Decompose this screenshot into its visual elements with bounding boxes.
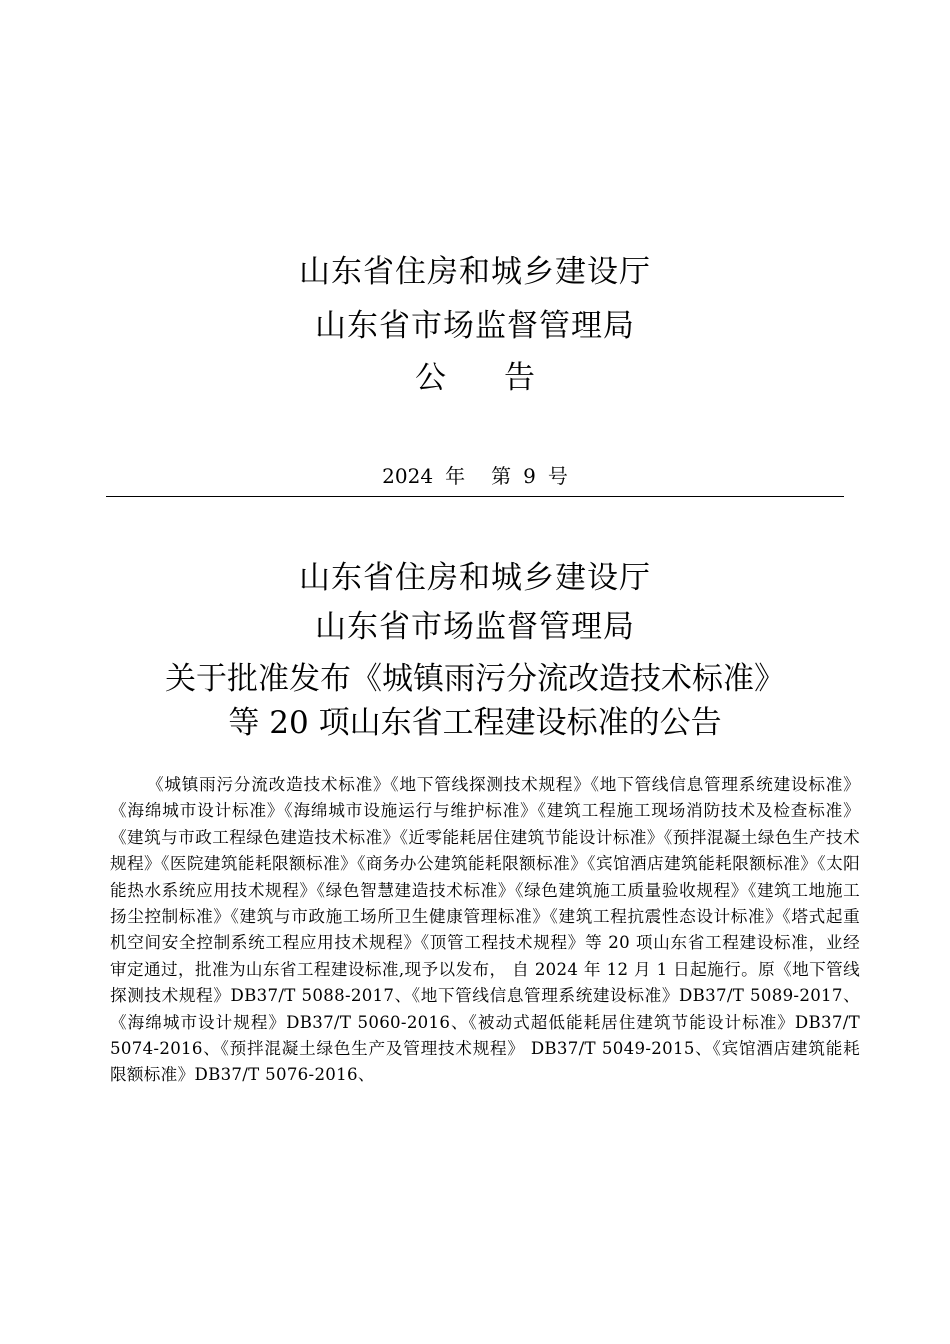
- title-line-3: 关于批准发布《城镇雨污分流改造技术标准》: [165, 661, 785, 697]
- title-line-4: 等 20 项山东省工程建设标准的公告: [228, 705, 722, 741]
- announcement-char-2: 告: [504, 360, 535, 396]
- doc-year: 2024: [382, 464, 434, 488]
- doc-number: 9: [523, 464, 536, 488]
- announcement-char-1: 公: [415, 360, 446, 396]
- body-paragraph: 《城镇雨污分流改造技术标准》《地下管线探测技术规程》《地下管线信息管理系统建设标准》《海绵城市设计标准》《海绵城市设施运行与维护标准》《建筑工程施工现场消防技术及检查标准》《建筑与市政工程绿色建造技术标准》《近零能耗居住建筑节能设计标准》《预拌混凝土绿色生产技术规程》《医院建筑能耗限额标准》《商务办公建筑能耗限额标准》《宾馆酒店建筑能耗限额标准》《太阳能热水系统应用技术规程》《绿色智慧建造技术标准》《绿色建筑施工质量验收规程》《建筑工地施工扬尘控制标准》《建筑与市政施工场所卫生健康管理标准》《建筑工程抗震性态设计标准》《塔式起重机空间安全控制系统工程应用技术规程》《顶管工程技术规程》等 20 项山东省工程建设标准，业经审定通过，批准为山东省工程建设标准,现予以发布， 自 2024 年 12 月 1 日起施行。原《地下管线探测技术规程》DB37/T 5088-2017、《地下管线信息管理系统建设标准》DB37/T 5089-2017、《海绵城市设计规程》DB37/T 5060-2016、《被动式超低能耗居住建筑节能设计标准》DB37/T 5074-2016、《预拌混凝土绿色生产及管理技术规程》 DB37/T 5049-2015、《宾馆酒店建筑能耗限额标准》DB37/T 5076-2016、: [110, 775, 860, 1085]
- header-divider: [106, 496, 844, 497]
- title-line-1: 山东省住房和城乡建设厅: [299, 560, 651, 596]
- doc-number-suffix: 号: [547, 464, 568, 488]
- doc-number-prefix: 第: [491, 464, 512, 488]
- document-number: [0, 462, 950, 490]
- title-line-2: 山东省市场监督管理局: [315, 609, 635, 645]
- announcement-heading: [0, 358, 950, 398]
- issuer-line-1: 山东省住房和城乡建设厅: [299, 254, 651, 290]
- issuer-line-2: 山东省市场监督管理局: [315, 308, 635, 344]
- doc-year-suffix: 年: [445, 464, 466, 488]
